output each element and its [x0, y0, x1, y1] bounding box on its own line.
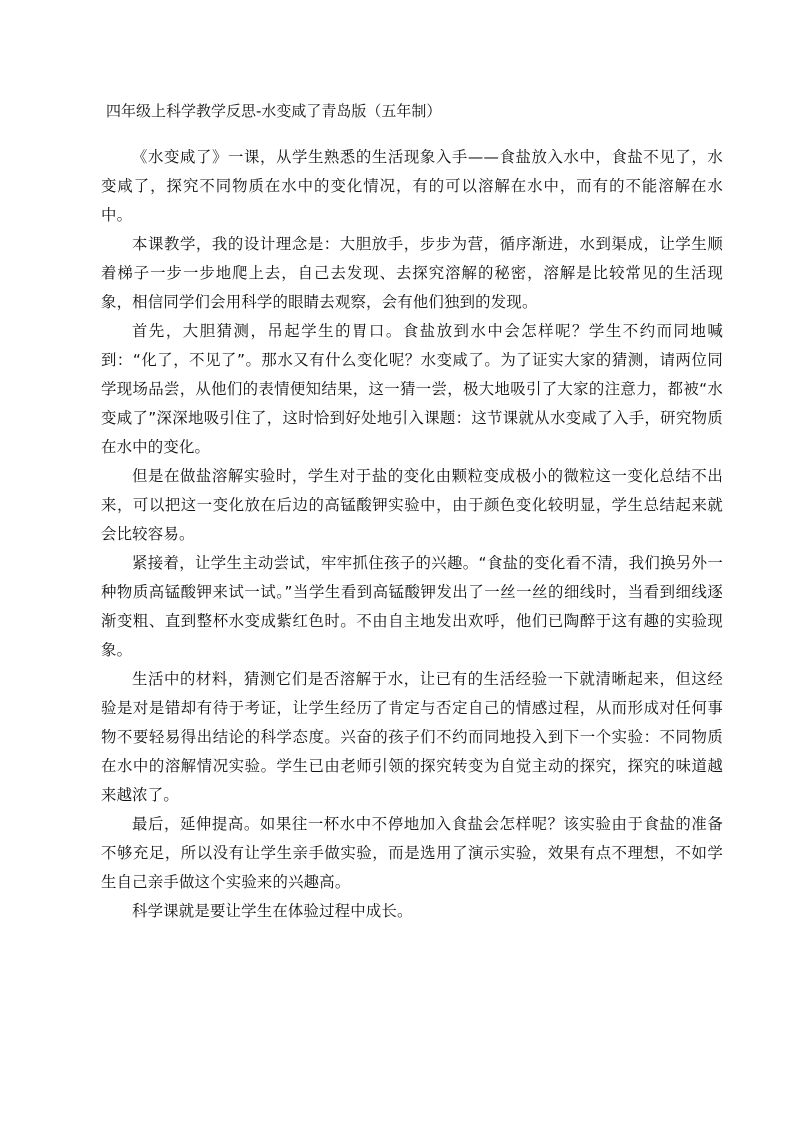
paragraph-intro: 《水变咸了》一课，从学生熟悉的生活现象入手——食盐放入水中，食盐不见了，水变咸了，探究不同物质在水中的变化情况，有的可以溶解在水中，而有的不能溶解在水中。 — [101, 148, 723, 224]
paragraph-design-concept: 本课教学，我的设计理念是：大胆放手，步步为营，循序渐进，水到渠成，让学生顺着梯子一步一步地爬上去，自己去发现、去探究溶解的秘密，溶解是比较常见的生活现象，相信同学们会用科学的眼睛去观察，会有他们独到的发现。 — [101, 235, 723, 311]
paragraph-salt-experiment: 但是在做盐溶解实验时，学生对于盐的变化由颗粒变成极小的微粒这一变化总结不出来，可以把这一变化放在后边的高锰酸钾实验中，由于颜色变化较明显，学生总结起来就会比较容易。 — [101, 467, 723, 543]
document-title: 四年级上科学教学反思-水变咸了青岛版（五年制） — [106, 102, 442, 120]
paragraph-permanganate: 紧接着，让学生主动尝试，牢牢抓住孩子的兴趣。“食盐的变化看不清，我们换另外一种物质高锰酸钾来试一试。”当学生看到高锰酸钾发出了一丝一丝的细线时，当看到细线逐渐变粗、直到整杯水变成紫红色时。不由自主地发出欢呼，他们已陶醉于这有趣的实验现象。 — [101, 554, 723, 659]
paragraph-life-materials: 生活中的材料，猜测它们是否溶解于水，让已有的生活经验一下就清晰起来，但这经验是对是错却有待于考证，让学生经历了肯定与否定自己的情感过程，从而形成对任何事物不要轻易得出结论的科学态度。兴奋的孩子们不约而同地投入到下一个实验：不同物质在水中的溶解情况实验。学生已由老师引领的探究转变为自觉主动的探究，探究的味道越来越浓了。 — [101, 670, 723, 804]
paragraph-extension: 最后，延伸提高。如果往一杯水中不停地加入食盐会怎样呢？该实验由于食盐的准备不够充足，所以没有让学生亲手做实验，而是选用了演示实验，效果有点不理想，不如学生自己亲手做这个实验来的兴趣高。 — [101, 815, 723, 891]
paragraph-first-guess: 首先，大胆猜测，吊起学生的胃口。食盐放到水中会怎样呢？学生不约而同地喊到：“化了，不见了”。那水又有什么变化呢？水变咸了。为了证实大家的猜测，请两位同学现场品尝，从他们的表情便知结果，这一猜一尝，极大地吸引了大家的注意力，都被“水变咸了”深深地吸引住了，这时恰到好处地引入课题：这节课就从水变咸了入手，研究物质在水中的变化。 — [101, 322, 723, 456]
document-body — [101, 143, 723, 926]
paragraph-conclusion: 科学课就是要让学生在体验过程中成长。 — [132, 902, 413, 920]
